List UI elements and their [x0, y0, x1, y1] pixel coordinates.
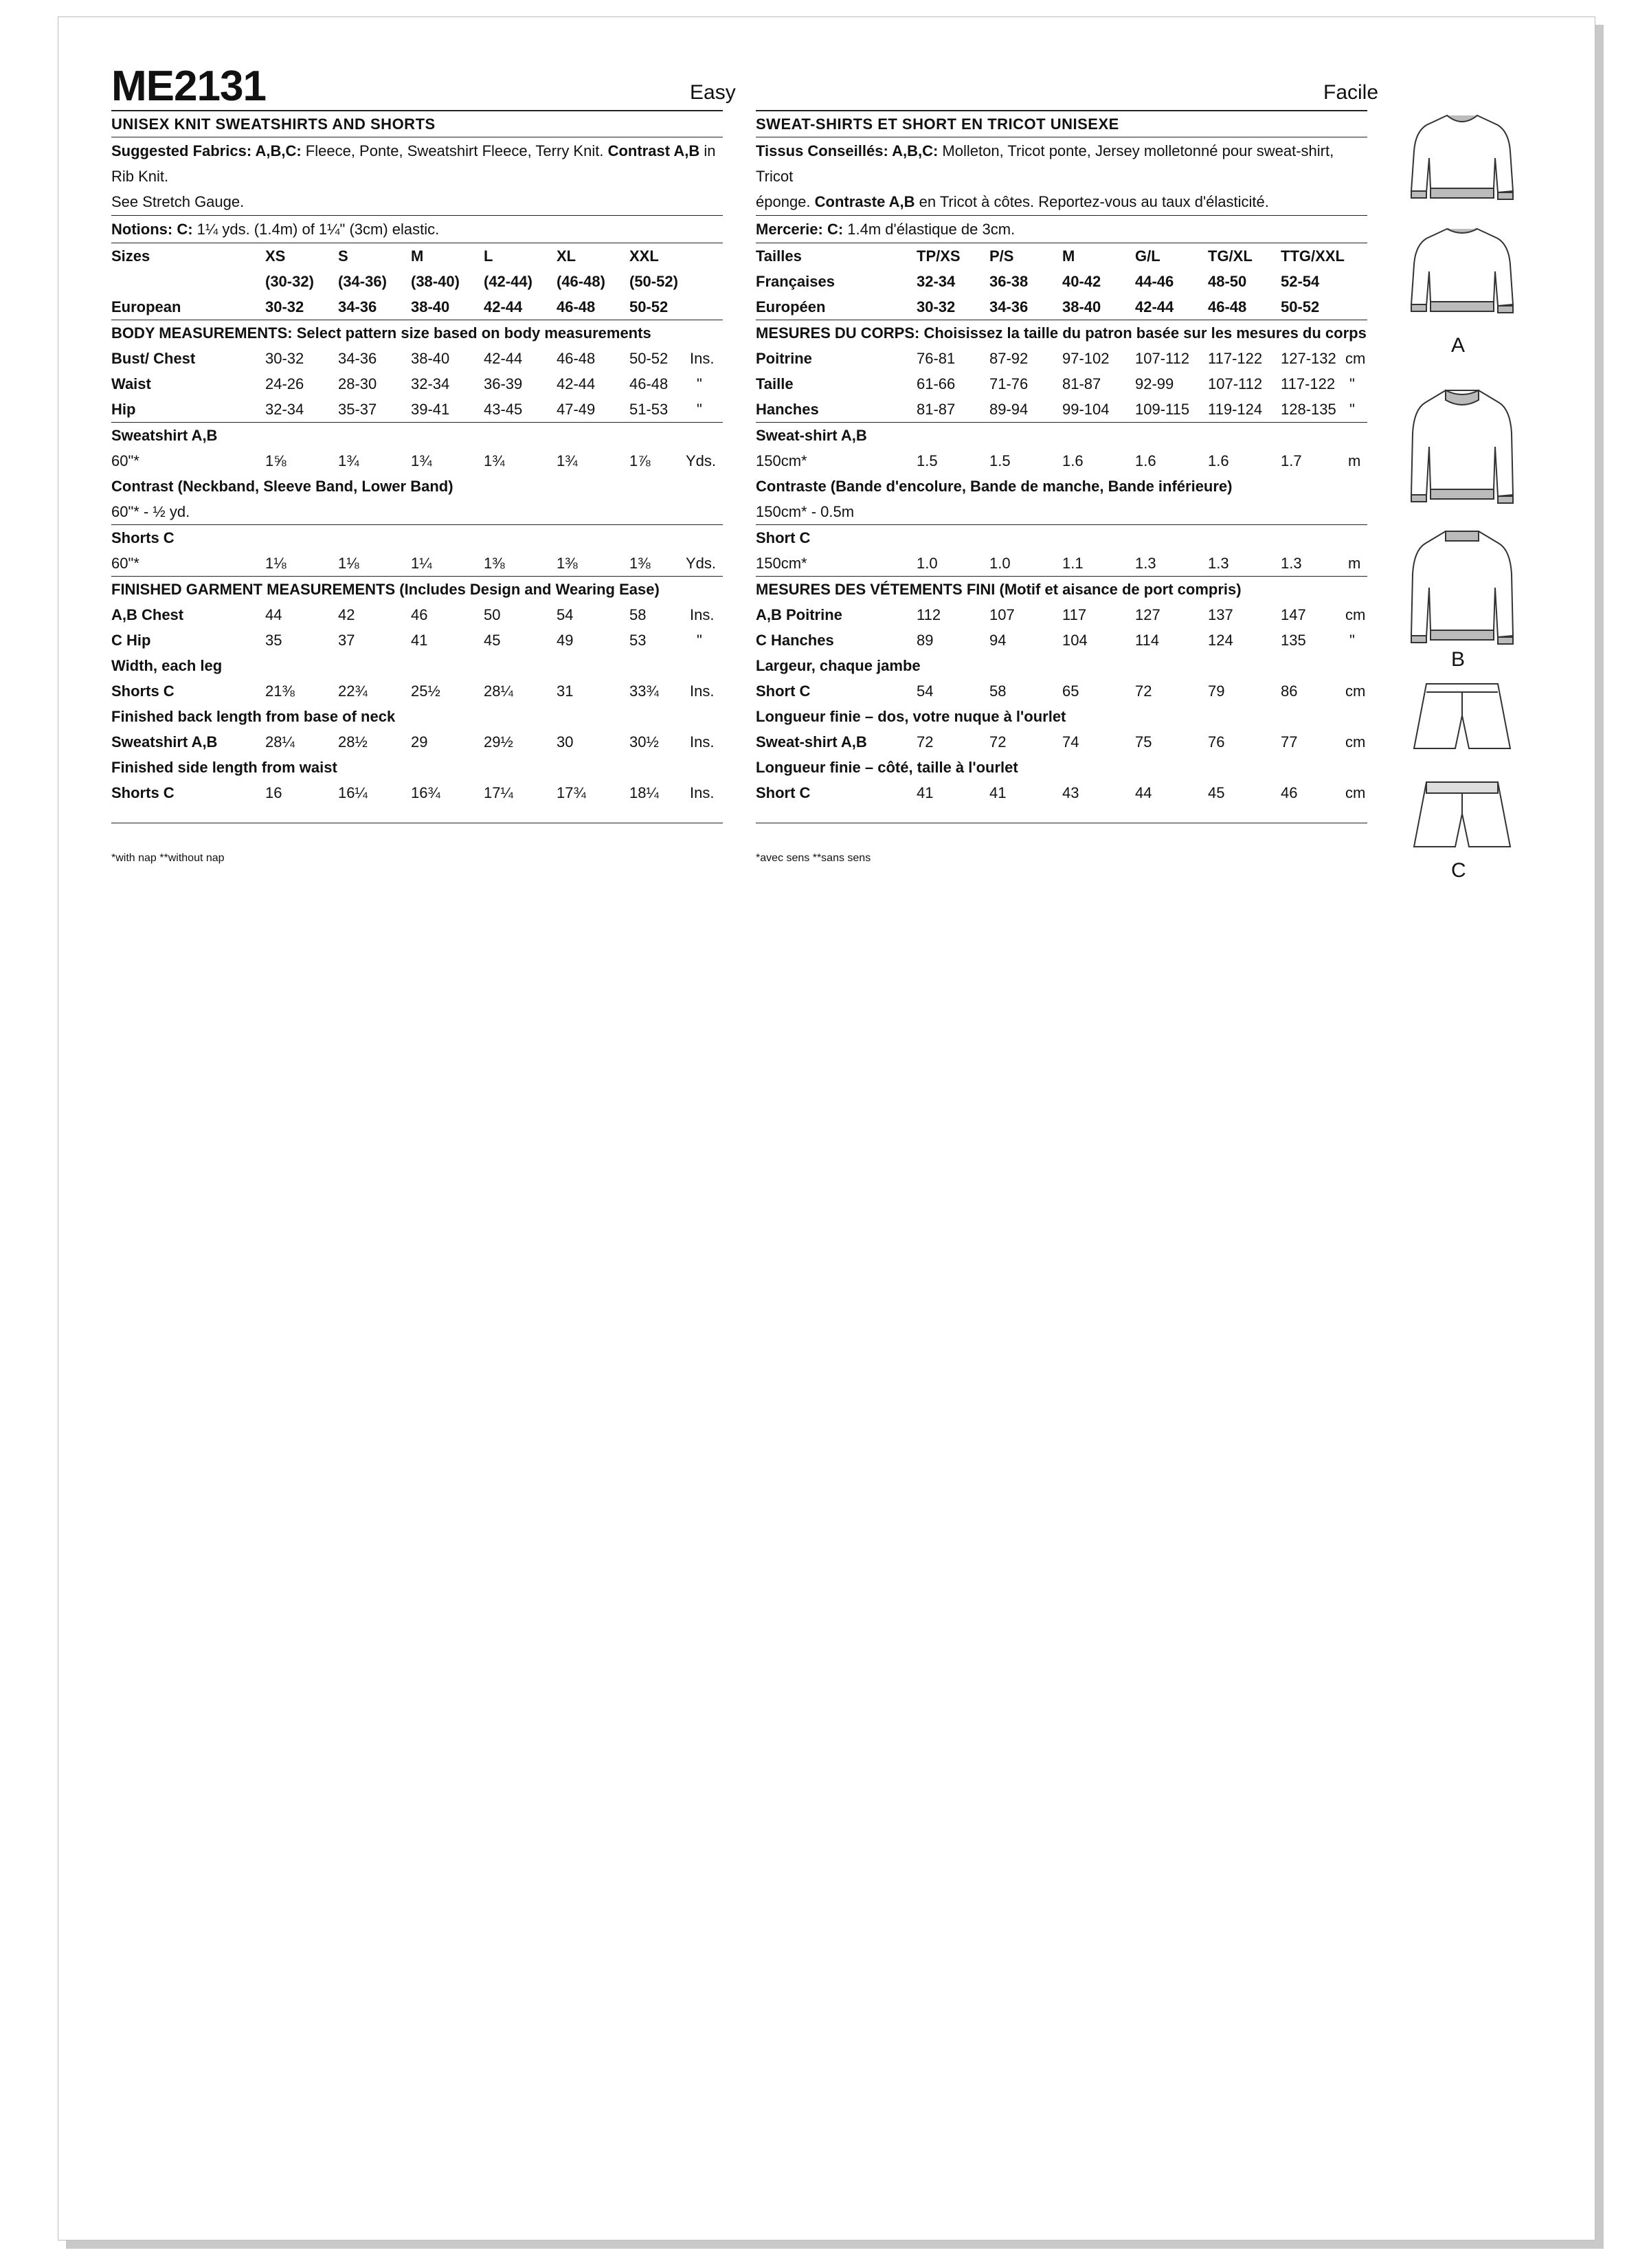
contrast-yardage-heading: Contrast (Neckband, Sleeve Band, Lower Band): [111, 478, 453, 495]
view-c-front-drawing: [1407, 677, 1517, 756]
table-row: Poitrine 76-81 87-92 97-102 107-112 117-122 127-132 cm: [756, 350, 1366, 367]
table-row: A,B Chest 44 42 46 50 54 58 Ins.: [111, 606, 715, 623]
longueur-cote-heading: Longueur finie – côté, taille à l'ourlet: [756, 759, 1018, 776]
table-row: Shorts C 21⅜ 22¾ 25½ 28¼ 31 33¾ Ins.: [111, 682, 715, 700]
contraste-yardage-heading: Contraste (Bande d'encolure, Bande de manche, Bande inférieure): [756, 478, 1233, 495]
table-row: A,B Poitrine 112 107 117 127 137 147 cm: [756, 606, 1366, 623]
europeen-row: Européen 30-32 34-36 38-40 42-44 46-48 50-52: [756, 298, 1320, 315]
longueur-dos-heading: Longueur finie – dos, votre nuque à l'ourlet: [756, 708, 1066, 725]
table-row: Short C 54 58 65 72 79 86 cm: [756, 682, 1366, 700]
table-row: Bust/ Chest 30-32 34-36 38-40 42-44 46-48 50-52 Ins.: [111, 350, 715, 367]
back-length-heading: Finished back length from base of neck: [111, 708, 396, 725]
difficulty-level-fr: Facile: [1323, 81, 1379, 104]
french-column: [756, 110, 1367, 823]
sweatshirt-yardage-heading: Sweatshirt A,B: [111, 427, 218, 444]
francaises-row: Françaises 32-34 36-38 40-42 44-46 48-50 52-54: [756, 273, 1320, 290]
short-yardage-heading: Short C: [756, 529, 811, 546]
largeur-jambe-heading: Largeur, chaque jambe: [756, 657, 921, 674]
leg-width-heading: Width, each leg: [111, 657, 223, 674]
english-column: [111, 110, 723, 823]
table-row: 60"* 1⅛ 1⅛ 1¼ 1⅜ 1⅜ 1⅜ Yds.: [111, 555, 717, 572]
table-row: 60"* 1⅝ 1¾ 1¾ 1¾ 1¾ 1⅞ Yds.: [111, 452, 717, 469]
footnote-fr: *avec sens **sans sens: [756, 852, 871, 864]
view-c-back-drawing: [1407, 775, 1517, 854]
european-sizes-row: European 30-32 34-36 38-40 42-44 46-48 50-52: [111, 298, 669, 315]
contrast-yardage-row: 60"* - ½ yd.: [111, 503, 190, 520]
table-row: Hanches 81-87 89-94 99-104 109-115 119-124 128-135 ": [756, 401, 1355, 418]
sizes-row: Sizes XS S M L XL XXL: [111, 247, 659, 265]
table-row: 150cm* 1.5 1.5 1.6 1.6 1.6 1.7 m: [756, 452, 1361, 469]
view-a-label: A: [1451, 334, 1466, 357]
table-row: C Hanches 89 94 104 114 124 135 ": [756, 632, 1355, 649]
pattern-number: ME2131: [111, 63, 266, 110]
view-a-front-drawing: [1407, 110, 1517, 206]
side-length-heading: Finished side length from waist: [111, 759, 337, 776]
notions: Notions: C: 1¼ yds. (1.4m) of 1¼" (3cm) elastic.: [111, 221, 440, 238]
french-title: SWEAT-SHIRTS ET SHORT EN TRICOT UNISEXE: [756, 115, 1119, 133]
mesures-du-corps-heading: MESURES DU CORPS: Choisissez la taille du patron basée sur les mesures du corps: [756, 324, 1367, 342]
view-b-front-drawing: [1407, 385, 1517, 509]
table-row: Shorts C 16 16¼ 16¾ 17¼ 17¾ 18¼ Ins.: [111, 784, 715, 801]
shorts-yardage-heading: Shorts C: [111, 529, 175, 546]
table-row: C Hip 35 37 41 45 49 53 ": [111, 632, 702, 649]
view-b-label: B: [1451, 648, 1466, 671]
table-row: 150cm* 1.0 1.0 1.1 1.3 1.3 1.3 m: [756, 555, 1361, 572]
table-row: Hip 32-34 35-37 39-41 43-45 47-49 51-53 ": [111, 401, 702, 418]
difficulty-level-en: Easy: [690, 81, 736, 104]
sweat-shirt-yardage-heading: Sweat-shirt A,B: [756, 427, 867, 444]
table-row: Taille 61-66 71-76 81-87 92-99 107-112 117-122 ": [756, 375, 1355, 392]
table-row: Sweat-shirt A,B 72 72 74 75 76 77 cm: [756, 733, 1366, 751]
sizes-range-row: (30-32) (34-36) (38-40) (42-44) (46-48) (50-52): [265, 273, 678, 290]
suggested-fabrics: Suggested Fabrics: A,B,C: Fleece, Ponte, Sweatshirt Fleece, Terry Knit. Contrast A,B in Rib Knit. See Stretch Gauge.: [111, 142, 716, 210]
mesures-vetements-heading: MESURES DES VÉTEMENTS FINI (Motif et aisance de port compris): [756, 581, 1242, 598]
view-b-back-drawing: [1407, 526, 1517, 649]
table-row: Short C 41 41 43 44 45 46 cm: [756, 784, 1366, 801]
english-title: UNISEX KNIT SWEATSHIRTS AND SHORTS: [111, 115, 436, 133]
contraste-yardage-row: 150cm* - 0.5m: [756, 503, 855, 520]
view-c-label: C: [1451, 859, 1466, 882]
footnote-en: *with nap **without nap: [111, 852, 225, 864]
mercerie: Mercerie: C: 1.4m d'élastique de 3cm.: [756, 221, 1016, 238]
body-measurements-heading: BODY MEASUREMENTS: Select pattern size based on body measurements: [111, 324, 651, 342]
tissus-conseilles: Tissus Conseillés: A,B,C: Molleton, Tricot ponte, Jersey molletonné pour sweat-shirt, Tricot éponge. Contraste A,B en Tricot à côtes. Reportez-vous au taux d'élasticité.: [756, 142, 1334, 210]
finished-measurements-heading: FINISHED GARMENT MEASUREMENTS (Includes Design and Wearing Ease): [111, 581, 660, 598]
table-row: Sweatshirt A,B 28¼ 28½ 29 29½ 30 30½ Ins.: [111, 733, 715, 751]
view-a-back-drawing: [1407, 223, 1517, 320]
tailles-row: Tailles TP/XS P/S M G/L TG/XL TTG/XXL: [756, 247, 1345, 265]
table-row: Waist 24-26 28-30 32-34 36-39 42-44 46-48 ": [111, 375, 702, 392]
